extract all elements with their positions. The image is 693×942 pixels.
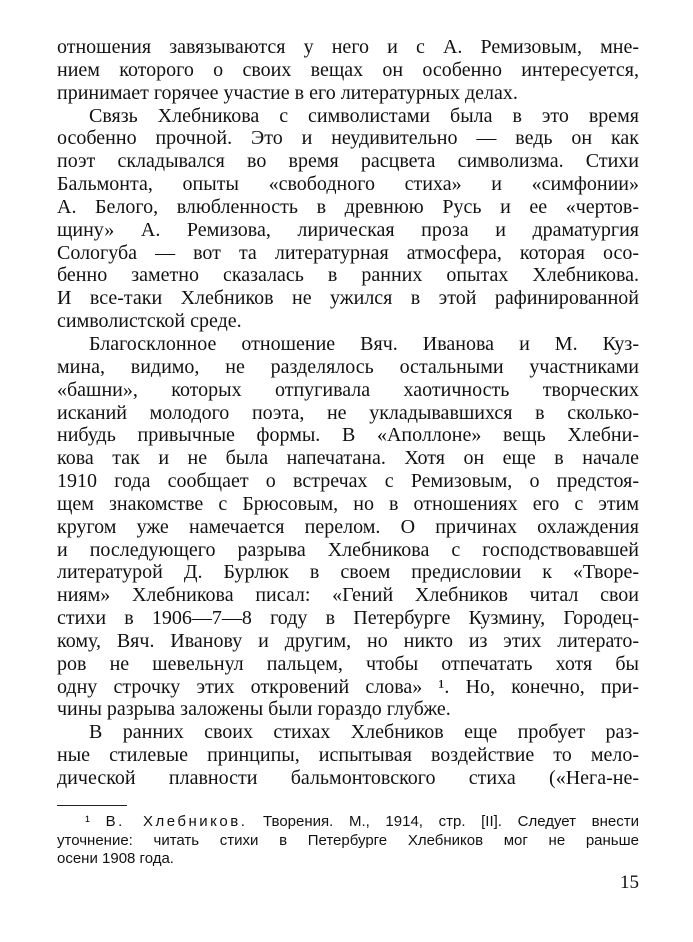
footnote bbox=[57, 813, 639, 869]
text-line: «башни», которых отпугивала хаотичность творческих bbox=[57, 378, 639, 401]
footnote-citation: Творения. М., 1914, стр. [II]. Следует внести bbox=[263, 813, 640, 830]
text-line: принимает горячее участие в его литературных делах. bbox=[57, 81, 518, 104]
text-line: 1910 года сообщает о встречах с Ремизовым, о предстоя- bbox=[57, 470, 639, 493]
text-line: литературой Д. Бурлюк в своем предисловии к «Творе- bbox=[57, 561, 639, 584]
text-line: дической плавности бальмонтовского стиха («Нега-не- bbox=[57, 767, 639, 789]
footnote-author: В. Хлебников. bbox=[105, 813, 248, 830]
text-line: Сологуба — вот та литературная атмосфера, которая осо- bbox=[57, 241, 639, 264]
text-line: поэт складывался во время расцвета символизма. Стихи bbox=[57, 150, 639, 173]
text-line: кова так и не была напечатана. Хотя он еще в начале bbox=[57, 447, 639, 470]
text-line: чины разрыва заложены были гораздо глубже. bbox=[57, 698, 451, 721]
text-line: символистской среде. bbox=[57, 310, 242, 333]
text-line: А. Белого, влюбленность в древнюю Русь и ее «чертов- bbox=[57, 195, 639, 218]
text-line: Бальмонта, опыты «свободного стиха» и «симфонии» bbox=[57, 173, 639, 196]
text-line: одну строчку этих откровений слова» ¹. Но, конечно, при- bbox=[57, 675, 639, 698]
text-line: кому, Вяч. Иванову и другим, но никто из этих литерато- bbox=[57, 629, 639, 652]
text-line: щину» А. Ремизова, лирическая проза и драматургия bbox=[57, 218, 639, 241]
text-line: исканий молодого поэта, не укладывавшихся в сколько- bbox=[57, 401, 639, 424]
text-line: кругом уже намечается перелом. О причинах охлаждения bbox=[57, 515, 639, 538]
text-line: и последующего разрыва Хлебникова с господствовавшей bbox=[57, 538, 639, 561]
text-line: ные стилевые принципы, испытывая воздействие то мело- bbox=[57, 744, 639, 767]
footnote-line: осени 1908 года. bbox=[57, 850, 174, 867]
text-line: Благосклонное отношение Вяч. Иванова и М. Куз- bbox=[89, 332, 639, 355]
text-line: Связь Хлебникова с символистами была в это время bbox=[89, 104, 639, 127]
text-line: стихи в 1906—7—8 году в Петербурге Кузмину, Городец- bbox=[57, 607, 639, 630]
text-line: В ранних своих стихах Хлебников еще пробует раз- bbox=[89, 721, 639, 744]
text-line: нибудь привычные формы. В «Аполлоне» вещь Хлебни- bbox=[57, 424, 639, 447]
footnote-marker: ¹ bbox=[85, 813, 90, 830]
footnote-line bbox=[57, 813, 639, 832]
body-text bbox=[57, 36, 639, 790]
text-line: И все-таки Хлебников не ужился в этой рафинированной bbox=[57, 287, 639, 310]
text-line: ниям» Хлебникова писал: «Гений Хлебников читал свои bbox=[57, 584, 639, 607]
text-line: мина, видимо, не разделялось остальными участниками bbox=[57, 355, 639, 378]
text-line: особенно прочной. Это и неудивительно — ведь он как bbox=[57, 127, 639, 150]
text-line: щем знакомстве с Брюсовым, но в отношениях его с этим bbox=[57, 492, 639, 515]
text-line: бенно заметно сказалась в ранних опытах Хлебникова. bbox=[57, 264, 639, 287]
text-line: ров не шевельнул пальцем, чтобы отпечатать хотя бы bbox=[57, 652, 639, 675]
page-number: 15 bbox=[620, 872, 639, 893]
text-line: нием которого о своих вещах он особенно интересуется, bbox=[57, 58, 639, 81]
text-line: отношения завязываются у него и с А. Ремизовым, мне- bbox=[57, 36, 639, 58]
footnote-line: уточнение: читать стихи в Петербурге Хлебников мог не раньше bbox=[57, 831, 639, 849]
footnote-separator bbox=[57, 805, 127, 806]
